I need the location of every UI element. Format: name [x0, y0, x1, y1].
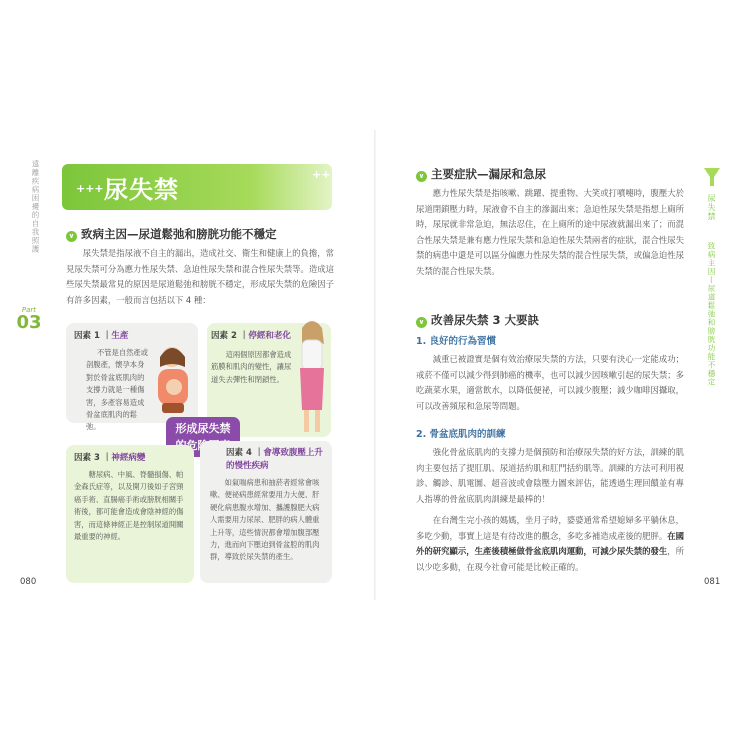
chevron-down-icon: ∨ [416, 317, 427, 328]
factor-card-4 [200, 441, 332, 583]
plus-decoration-icon: ++ [312, 168, 331, 181]
part-marker [14, 306, 44, 332]
tips-heading [416, 312, 539, 328]
tip-2-paragraph-extra [416, 513, 688, 575]
part-label: Part [21, 306, 37, 314]
factor-title: 因素 3 ｜神經病變 [74, 453, 146, 463]
factor-card-3 [66, 445, 194, 583]
factor-title: 因素 2 ｜停經和老化 [211, 331, 291, 341]
right-page-number: 081 [704, 577, 721, 587]
factor-name: 生產 [111, 331, 129, 341]
factor-name: 神經病變 [111, 453, 146, 463]
section-heading-text: 致病主因—尿道鬆弛和膀胱功能不穩定 [81, 227, 277, 241]
page-title: 尿失禁 [104, 176, 179, 204]
left-page-number: 080 [20, 577, 37, 587]
left-side-text: 遠離疾病困擾的自我照護 [31, 160, 40, 254]
factor-card-1 [66, 323, 198, 432]
factor-name: 停經和老化 [248, 331, 291, 341]
symptom-heading-text: 主要症狀—漏尿和急尿 [431, 167, 547, 181]
part-number: 03 [16, 312, 42, 333]
chevron-down-icon: ∨ [66, 231, 77, 242]
factor-text: 糖尿病、中風、脊髓損傷、帕金森氏症等，以及開刀後如子宮頸癌手術、直腸癌手術或膀胱相關手術後，都可能會造成會陰神經的傷害，而這條神經正是控制尿道開關最重要的神經。 [74, 470, 184, 542]
intro-paragraph: 尿失禁是指尿液不自主的漏出，造成社交、衛生和健康上的負擔，常見尿失禁可分為應力性尿失禁、急迫性尿失禁和混合性尿失禁等。造成這些尿失禁最常見的原因是尿道鬆弛和膀胱不穩定，形成尿失禁的危險因子有許多因素，一般而言包括以下 4 種： [66, 248, 335, 305]
right-side-text: 致病主因—尿道鬆弛和膀胱功能不穩定 [707, 242, 716, 387]
factor-label: 因素 2 [211, 331, 237, 341]
factor-title: 因素 1 ｜生產 [74, 331, 129, 341]
factor-label: 因素 3 [74, 453, 100, 463]
tip-1-paragraph: 減重已被證實是個有效治療尿失禁的方法，只要有決心一定能成功；戒菸不僅可以減少得到肺癌的機率，也可以減少因咳嗽引起的尿失禁；多吃蔬菜水果，適當飲水，以降低便祕，可以減少腹壓；減少咖啡因攝取，可以改善頻尿和急尿等問題。 [416, 354, 685, 411]
tips-heading-text: 改善尿失禁 3 大要訣 [431, 313, 540, 327]
woman-illustration [290, 318, 334, 438]
tip-2-paragraph: 強化骨盆底肌肉的支撐力是個預防和治療尿失禁的好方法，訓練的肌肉主要包括了提肛肌、尿道括約肌和肛門括約肌等。訓練的方法可利用視診、觸診、肌電圖、超音波或會陰壓力圖來評估，能透過生理回饋並有專人指導的骨盆底肌肉訓練是最棒的！ [416, 447, 685, 504]
para-text: 在台灣生完小孩的媽媽，坐月子時，婆婆通常希望媳婦多平躺休息，多吃少動，事實上這是有待改進的觀念，多吃多補造成產後的肥胖。 [416, 515, 685, 541]
factor-text: 如氣喘病患和抽菸者經常會咳嗽、便祕病患經常要用力大便、肝硬化病患腹水增加、攜護腺肥大病人需要用力尿尿、肥胖的病人體重上升等，這些情況都會增加腹部壓力，進而向下壓迫到骨盆腔的肌肉群，導致於尿失禁的產生。 [210, 478, 320, 562]
funnel-decoration-icon [702, 166, 722, 188]
factor-title: 因素 4 ｜會導致腹壓上升的慢性疾病 [226, 448, 323, 471]
factor-text: 不管是自然產或剖腹產，懷孕本身對於骨盆底肌肉的支撐力就是一種傷害，多產容易造成骨盆底肌肉的鬆弛。 [86, 348, 149, 432]
symptom-paragraph: 應力性尿失禁是指咳嗽、跳躍、提重物、大笑或打噴嚏時，腹壓大於尿道閉鎖壓力時，尿液會不自主的滲漏出來；急迫性尿失禁是指想上廁所時，尿尿就非常急迫，無法忍住，在上廁所的途中尿液就漏出來了；而混合性尿失禁是兼有應力性尿失禁和急迫性尿失禁兩者的症狀，混合性尿失禁的病患中還是可以區分偏應力性尿失禁的混合性尿失禁，或偏急迫性尿失禁的混合性尿失禁。 [416, 188, 685, 276]
page-gutter [374, 130, 376, 600]
right-side-tab: 尿失禁 [707, 194, 716, 221]
mother-baby-illustration [152, 343, 196, 415]
tip-2-heading: 2. 骨盆底肌肉的訓練 [416, 429, 506, 440]
factor-label: 因素 4 [226, 448, 252, 458]
symptom-heading [416, 166, 546, 182]
para-emphasis: 在國外的研究顯示，生產後積極做骨盆底肌肉運動，可減少尿失禁的發生 [416, 530, 684, 556]
center-badge-line: 形成尿失禁 [175, 422, 231, 435]
chevron-down-icon: ∨ [416, 171, 427, 182]
section-heading [66, 226, 277, 242]
factor-name: 會導致腹壓上升的慢性疾病 [226, 448, 323, 471]
tip-1-heading: 1. 良好的行為習慣 [416, 336, 497, 347]
factor-text: 這兩個原因都會造成筋膜和肌肉的變性，讓尿道失去彈性和閉鎖性。 [211, 350, 292, 384]
factor-label: 因素 1 [74, 331, 100, 341]
plus-decoration-icon: +++ [76, 182, 104, 195]
para-text: ，所以少吃多動，在現今社會可能是比較正確的。 [416, 546, 684, 572]
